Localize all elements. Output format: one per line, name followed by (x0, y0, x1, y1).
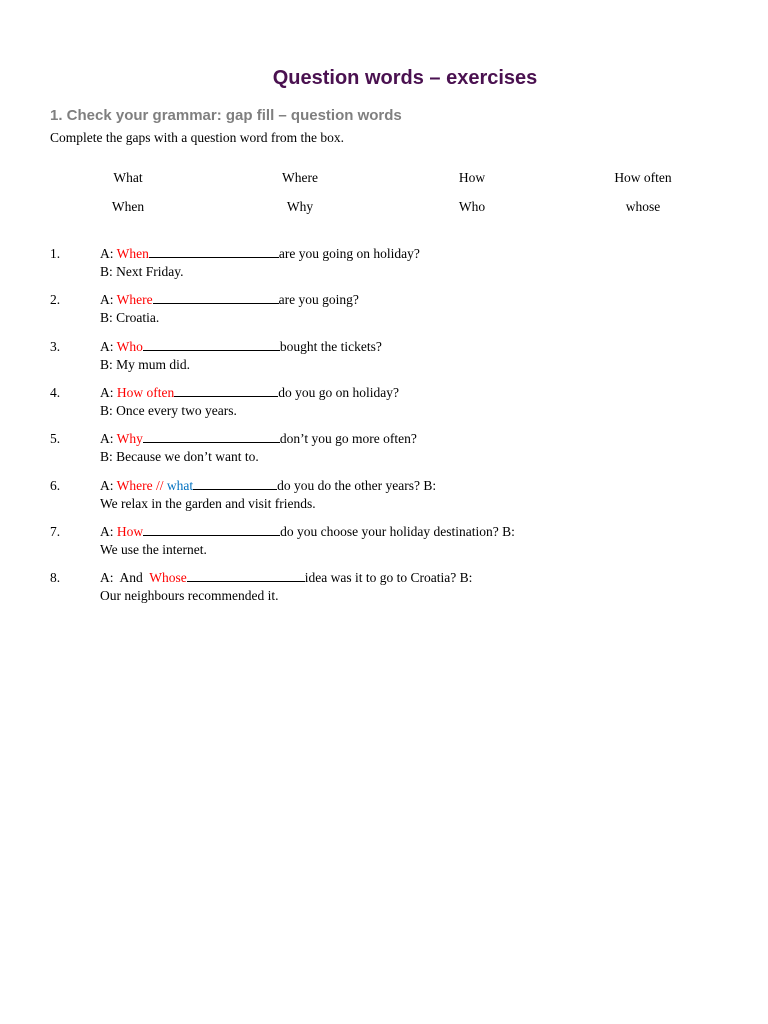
instructions: Complete the gaps with a question word from the box. (50, 130, 344, 145)
section-heading: 1. Check your grammar: gap fill – question words (50, 107, 402, 124)
answer-blank (143, 523, 280, 536)
word-box-item: How often (614, 170, 672, 185)
word-box-item: Where (282, 170, 318, 185)
question-line: A: Where are you going? (100, 292, 359, 307)
answer-line: Our neighbours recommended it. (100, 587, 279, 603)
answer-text: Where // (116, 478, 164, 493)
answer-line: B: Next Friday. (100, 263, 184, 279)
answer-blank (153, 291, 279, 304)
word-box-item: How (458, 170, 486, 185)
word-box-item: Who (458, 199, 486, 214)
answer-blank (143, 430, 280, 443)
answer-blank (174, 384, 278, 397)
answer-text: How often (116, 385, 175, 400)
question-line: A: How do you choose your holiday destination? B: (100, 524, 515, 539)
question-line: A: Where // what do you do the other years? B: (100, 478, 437, 493)
word-box-item: whose (625, 199, 661, 214)
question-line: A: Who bought the tickets? (100, 339, 382, 354)
question-line: A: How often do you go on holiday? (100, 385, 399, 400)
answer-text: Where (116, 292, 153, 307)
item-number: 8. (50, 570, 61, 585)
question-line: A: When are you going on holiday? (100, 246, 420, 261)
item-number: 3. (50, 339, 61, 354)
answer-line: We relax in the garden and visit friends. (100, 495, 316, 511)
alternate-answer-text: what (163, 478, 194, 493)
answer-text: How (116, 524, 144, 539)
answer-blank (187, 569, 305, 582)
answer-blank (143, 338, 280, 351)
question-line: A: Why don’t you go more often? (100, 431, 417, 446)
answer-line: B: Because we don’t want to. (100, 448, 259, 464)
item-number: 4. (50, 385, 61, 400)
item-number: 1. (50, 246, 61, 261)
answer-text: When (116, 246, 149, 261)
page-title: Question words – exercises (272, 67, 538, 89)
word-box-item: What (113, 170, 143, 185)
answer-blank (149, 245, 279, 258)
answer-line: B: Croatia. (100, 309, 160, 325)
answer-text: Why (116, 431, 143, 446)
word-box-item: When (111, 199, 145, 214)
answer-text: Who (116, 339, 143, 354)
answer-blank (193, 477, 277, 490)
answer-line: B: My mum did. (100, 356, 191, 372)
item-number: 2. (50, 292, 61, 307)
answer-line: B: Once every two years. (100, 402, 237, 418)
item-number: 7. (50, 524, 61, 539)
question-line: A: And Whose idea was it to go to Croatia? B: (100, 570, 473, 585)
answer-text: Whose (149, 570, 187, 585)
item-number: 6. (50, 478, 61, 493)
item-number: 5. (50, 431, 61, 446)
word-box-item: Why (286, 199, 314, 214)
answer-line: We use the internet. (100, 541, 207, 557)
